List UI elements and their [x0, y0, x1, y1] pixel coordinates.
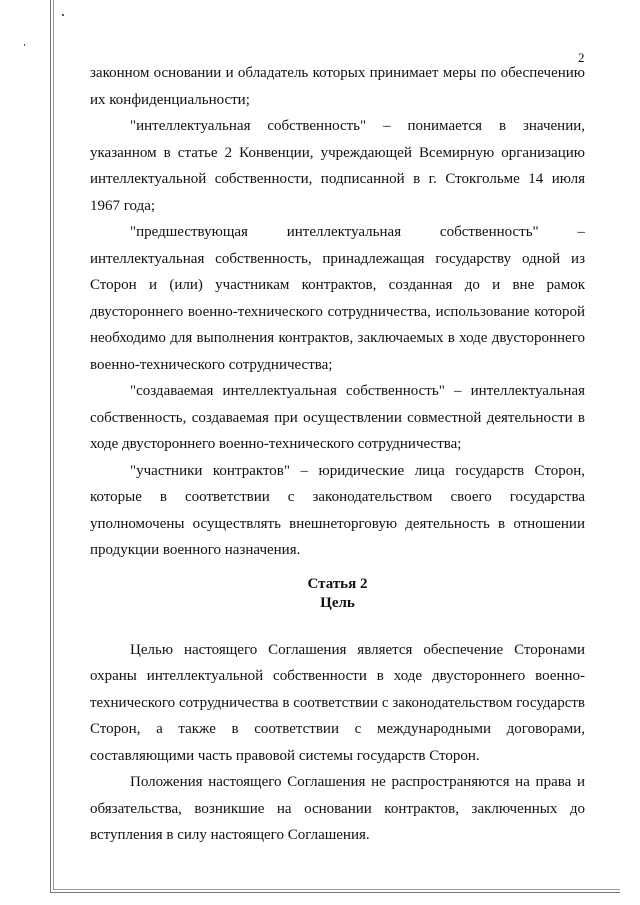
- page-border-bottom: [50, 892, 620, 893]
- article-number: Статья 2: [307, 575, 368, 592]
- paragraph: "создаваемая интеллектуальная собственность" – интеллектуальная собственность, создаваемая при осуществлении совместной деятельности в ходе двустороннего военно-технического сотрудничества;: [90, 383, 585, 452]
- article-2-section: [90, 637, 585, 849]
- page-border-left-inner: [53, 0, 54, 890]
- paragraph: Положения настоящего Соглашения не распространяются на права и обязательства, возникшие на основании контрактов, заключенных до вступления в силу настоящего Соглашения.: [90, 774, 585, 843]
- paragraph: "участники контрактов" – юридические лица государств Сторон, которые в соответствии с законодательством своего государства уполномочены осуществлять внешнеторговую деятельность в отношении продукции военного назначения.: [90, 462, 585, 558]
- page-border-left: [50, 0, 51, 893]
- article-title: Цель: [320, 594, 355, 611]
- paragraph: "интеллектуальная собственность" – понимается в значении, указанном в статье 2 Конвенции, учреждающей Всемирную организацию интеллектуальной собственности, подписанной в г. Стокгольме 14 июля 1967 года;: [90, 118, 585, 214]
- page-border-bottom-inner: [53, 889, 620, 890]
- paragraph: Целью настоящего Соглашения является обеспечение Сторонами охраны интеллектуальной собственности в ходе двустороннего военно-технического сотрудничества в соответствии с законодательством государств Сторон, а также в соответствии с международными договорами, составляющими часть правовой системы государств Сторон.: [90, 641, 585, 764]
- paragraph: "предшествующая интеллектуальная собственность" – интеллектуальная собственность, принадлежащая государству одной из Сторон и (или) участникам контрактов, созданная до и вне рамок двустороннего военно-технического сотрудничества, использование которой необходимо для выполнения контрактов, заключаемых в ходе двустороннего военно-технического сотрудничества;: [90, 224, 585, 373]
- document-body: [90, 60, 585, 849]
- scan-speck: [62, 14, 64, 16]
- paragraph: законном основании и обладатель которых принимает меры по обеспечению их конфиденциальности;: [90, 65, 585, 108]
- definitions-section: [90, 60, 585, 564]
- page-number: 2: [578, 50, 585, 65]
- article-heading: [90, 575, 585, 613]
- scan-speck: [24, 44, 25, 46]
